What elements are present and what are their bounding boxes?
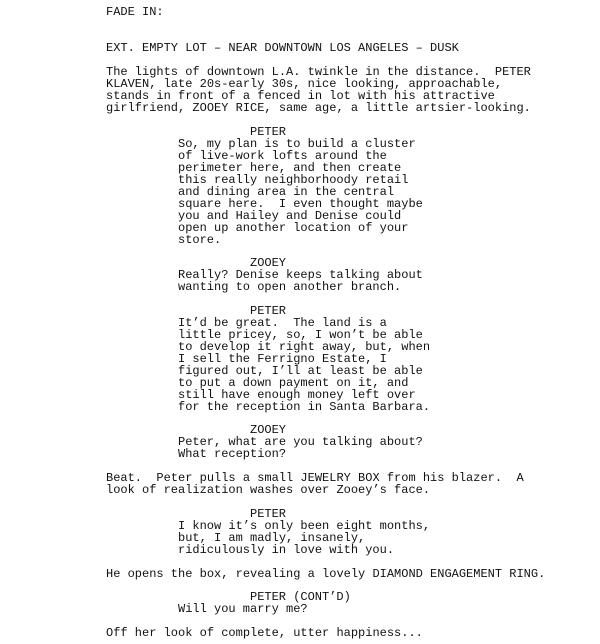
- action-line: The lights of downtown L.A. twinkle in the distance. PETER KLAVEN, late 20s-early 30s, nice looking, approachable, stands in front of a fenced in lot with his attractive girlfriend, ZOOEY RICE, same age, a little artsier-looking.: [106, 65, 531, 115]
- dialogue: I know it’s only been eight months, but, I am madly, insanely, ridiculously in love with you.: [178, 519, 431, 557]
- character-name: PETER: [250, 507, 287, 521]
- transition: FADE IN:: [106, 5, 164, 19]
- character-name: PETER (CONT’D): [250, 590, 351, 604]
- action-line: Beat. Peter pulls a small JEWELRY BOX from his blazer. A look of realization washes over Zooey’s face.: [106, 471, 524, 497]
- dialogue: Peter, what are you talking about? What reception?: [178, 435, 423, 461]
- character-name: ZOOEY: [250, 423, 287, 437]
- dialogue: So, my plan is to build a cluster of live-work lofts around the perimeter here, and then create this really neighborhoody retail and dining area in the central square here. I even thought maybe you and Hailey and Denise could open up another location of your store.: [178, 137, 423, 247]
- scene-heading: EXT. EMPTY LOT – NEAR DOWNTOWN LOS ANGELES – DUSK: [106, 41, 459, 55]
- dialogue: Will you marry me?: [178, 602, 308, 616]
- action-line: He opens the box, revealing a lovely DIAMOND ENGAGEMENT RING.: [106, 567, 546, 581]
- character-name: ZOOEY: [250, 256, 287, 270]
- character-name: PETER: [250, 125, 287, 139]
- dialogue: Really? Denise keeps talking about wanting to open another branch.: [178, 268, 423, 294]
- character-name: PETER: [250, 304, 287, 318]
- dialogue: It’d be great. The land is a little pricey, so, I won’t be able to develop it right away, but, when I sell the Ferrigno Estate, I figured out, I’ll at least be able to put a down payment on it, and still have enough money left over for the reception in Santa Barbara.: [178, 316, 431, 414]
- action-line: Off her look of complete, utter happiness...: [106, 626, 423, 640]
